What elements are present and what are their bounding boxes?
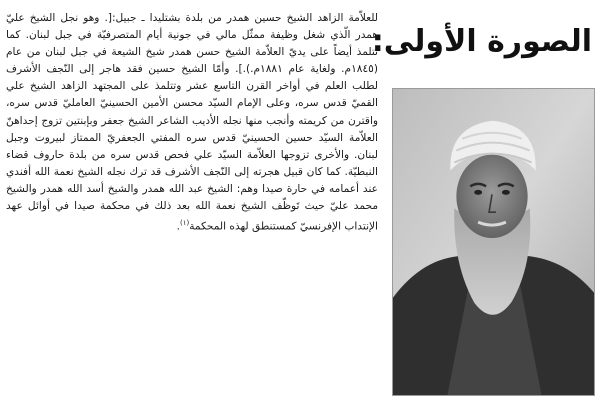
body-text: للعلاّمة الزاهد الشيخ حسين همدر من بلدة بشتليدا ـ جبيل:[. وهو نجل الشيخ عليّ همدر الّذي شغل وظيفة ممثّل مالي في جونية أيام المتصرفيّة في جبل لبنان. كما تتلمذ أيضاً على يديّ العلاّمة الشيخ حسن همدر شيخ الشيعة في جبل لبنان من عام (١٨٤٥م. ولغاية عام ١٨٨١م.).]. وأمّا الشيخ حسين فقد هاجر إلى النّجف الأشرف لطلب العلم في أواخر القرن التاسع عشر وتتلمذ على المجتهد الزاهد الشيخ علي القميّ قدس سره، وعلى الإمام السيّد محسن الأمين الحسينيّ العامليّ قدس سره، واقترن من كريمته وأنجب منها نجله الأديب الشاعر الشيخ جعفر وبإبنتين تزوج إحداهنّ العلاّمة السيّد حسين الحسينيّ قدس سره المفتي الجعفريّ الممتاز لبيروت وجبل لبنان. والأخرى تزوجها العلاّمة السيّد علي فحص قدس سره من بلدة حاروف قضاء النبطيّة. كما كان قبيل هجرته إلى النّجف الأشرف قد ترك نجله الشيخ نعمة الله أفندي عند أعمامه في حارة صيدا وهم: الشيخ عبد الله همدر والشيخ أسد الله همدر والشيخ محمد عليّ حيث تَوظّف الشيخ نعمة الله بعد ذلك في محكمة صيدا في أوائل عهد الإنتداب الإفرنسيّ كمستنطق لهذه المحكمة (6, 12, 378, 233)
body-text-end: . (176, 220, 181, 233)
portrait-photo-icon (393, 89, 594, 395)
portrait-photo (392, 88, 595, 396)
footnote-marker: (١) (180, 219, 190, 228)
body-paragraph (6, 10, 378, 398)
section-heading: الصورة الأولى: (371, 24, 592, 59)
